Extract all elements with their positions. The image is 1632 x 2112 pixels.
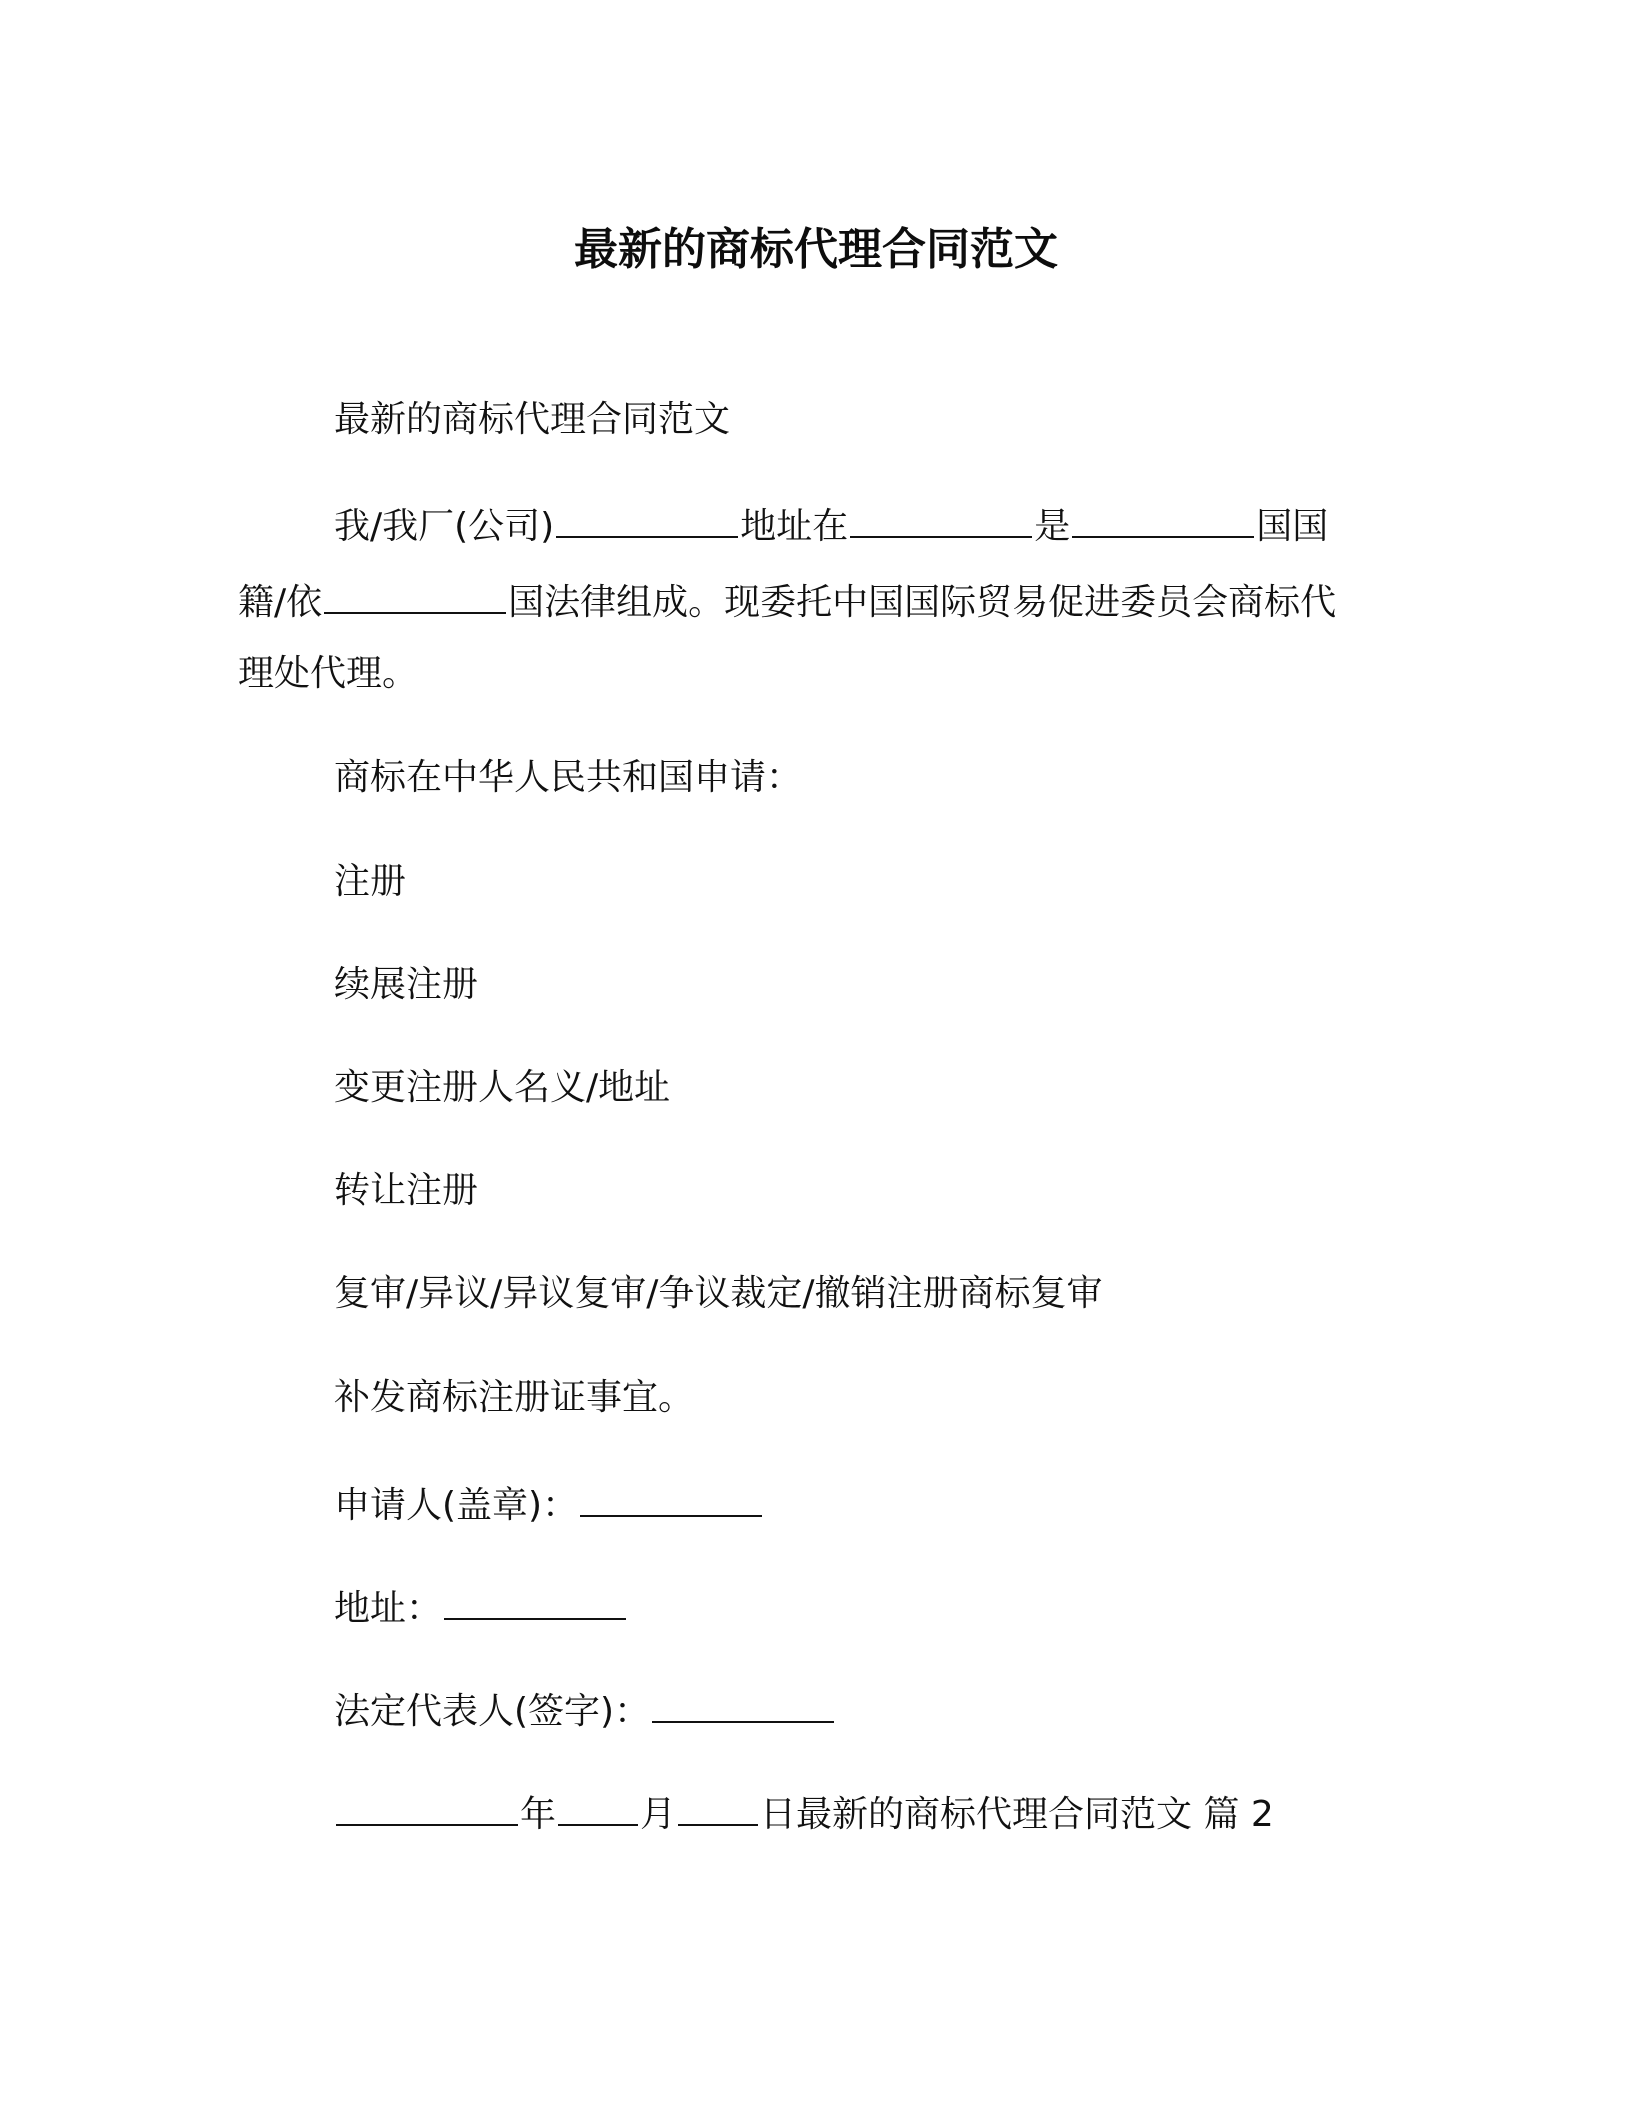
address-line — [334, 1582, 628, 1631]
date-line — [334, 1788, 1274, 1837]
list-item: 转让注册 — [334, 1170, 479, 1211]
list-item: 补发商标注册证事宜。 — [334, 1377, 695, 1418]
entrust-line-3: 理处代理。 — [238, 653, 419, 694]
company-name-blank — [556, 500, 738, 538]
document-title: 最新的商标代理合同范文 — [574, 224, 1058, 275]
address-blank — [850, 500, 1032, 538]
list-item: 变更注册人名义/地址 — [334, 1067, 671, 1108]
list-item: 续展注册 — [334, 964, 479, 1005]
document-subtitle: 最新的商标代理合同范文 — [334, 399, 731, 440]
month-blank — [558, 1788, 638, 1826]
legal-rep-line — [334, 1685, 836, 1734]
entrust-law-label: 籍/依 — [238, 582, 323, 623]
applicant-line — [334, 1479, 764, 1528]
entrust-nationality-label: 国国 — [1256, 506, 1329, 547]
nationality-blank — [1072, 500, 1254, 538]
applicant-blank — [580, 1479, 762, 1517]
entrust-company-label: 我/我厂(公司) — [334, 506, 555, 547]
apply-intro: 商标在中华人民共和国申请： — [334, 757, 803, 798]
entrust-line-2 — [238, 576, 1336, 625]
entrust-law-text: 国法律组成。现委托中国国际贸易促进委员会商标代 — [508, 582, 1337, 623]
law-country-blank — [324, 576, 506, 614]
list-item: 注册 — [334, 861, 407, 902]
month-label: 月 — [640, 1794, 677, 1835]
address-label: 地址： — [334, 1588, 443, 1629]
day-blank — [678, 1788, 758, 1826]
applicant-label: 申请人(盖章)： — [334, 1485, 579, 1526]
legal-rep-label: 法定代表人(签字)： — [334, 1691, 651, 1732]
year-label: 年 — [520, 1794, 557, 1835]
entrust-is-label: 是 — [1034, 506, 1071, 547]
day-and-next-title: 日最新的商标代理合同范文 篇 2 — [760, 1794, 1274, 1835]
address-signature-blank — [444, 1582, 626, 1620]
entrust-address-label: 地址在 — [740, 506, 849, 547]
year-blank — [336, 1788, 518, 1826]
legal-rep-blank — [652, 1685, 834, 1723]
entrust-line-1 — [334, 500, 1328, 549]
list-item: 复审/异议/异议复审/争议裁定/撤销注册商标复审 — [334, 1273, 1103, 1314]
